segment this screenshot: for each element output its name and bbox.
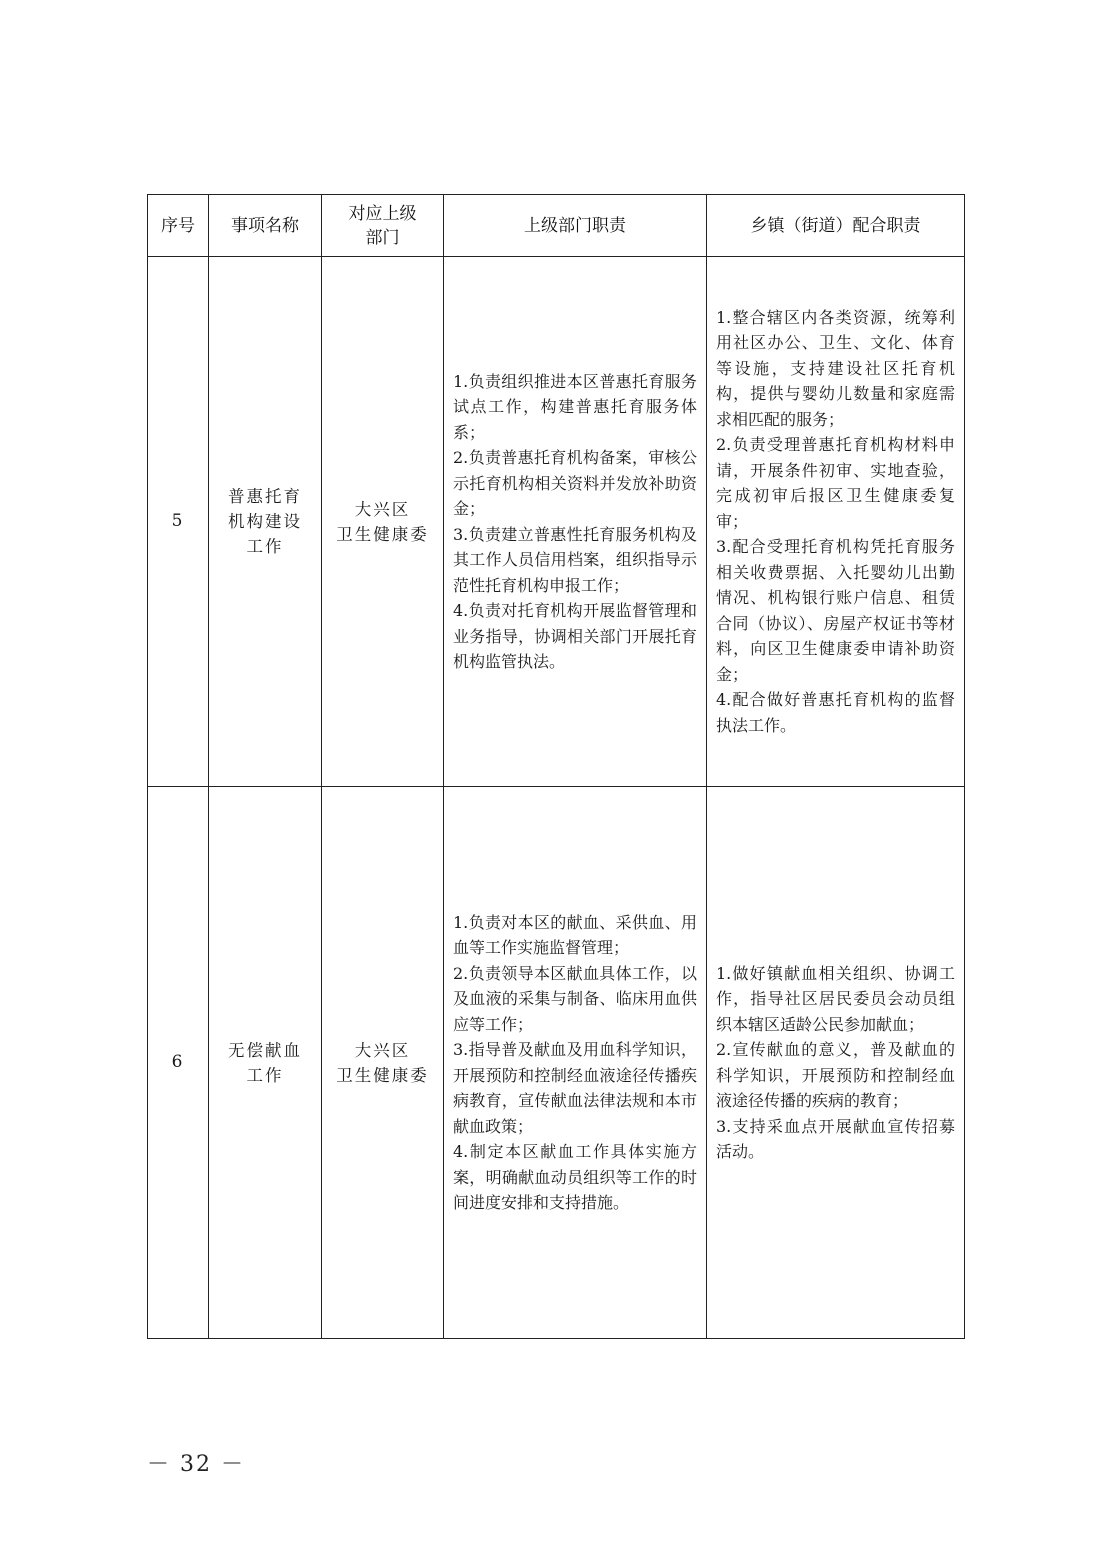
duty-item: 2.负责领导本区献血具体工作，以及血液的采集与制备、临床用血供应等工作； <box>453 963 697 1034</box>
table-row <box>148 257 965 787</box>
duty-item: 4.配合做好普惠托育机构的监督执法工作。 <box>716 690 955 735</box>
table-row <box>148 787 965 1339</box>
header-upper-dept <box>322 195 444 257</box>
header-upper-duties: 上级部门职责 <box>444 195 707 257</box>
duty-item: 1.整合辖区内各类资源，统筹利用社区办公、卫生、文化、体育等设施，支持建设社区托育机构，提供与婴幼儿数量和家庭需求相匹配的服务； <box>716 307 955 429</box>
duty-table <box>147 194 965 1339</box>
row-index: 6 <box>148 787 209 1339</box>
item-name-line: 工作 <box>246 1065 284 1085</box>
duty-item: 4.制定本区献血工作具体实施方案，明确献血动员组织等工作的时间进度安排和支持措施。 <box>453 1142 697 1212</box>
dept-line: 卫生健康委 <box>336 1065 429 1085</box>
page-number: － 32 － <box>147 1452 245 1477</box>
item-name-line: 机构建设 <box>228 512 302 531</box>
header-upper-dept-line1: 对应上级 <box>348 203 417 224</box>
item-name-line: 无偿献血 <box>228 1040 302 1060</box>
header-upper-dept-line2: 部门 <box>365 227 400 248</box>
dept-line: 卫生健康委 <box>336 524 429 544</box>
duty-item: 3.指导普及献血及用血科学知识，开展预防和控制经血液途径传播疾病教育，宣传献血法律法规和本市献血政策； <box>453 1040 697 1136</box>
duty-item: 1.做好镇献血相关组织、协调工作，指导社区居民委员会动员组织本辖区适龄公民参加献血； <box>716 963 955 1034</box>
row-index: 5 <box>148 257 209 787</box>
duty-item: 2.负责普惠托育机构备案，审核公示托育机构相关资料并发放补助资金； <box>453 448 697 518</box>
row-item-name <box>209 257 322 787</box>
table-header-row <box>148 195 965 257</box>
row-town-duties <box>707 787 965 1339</box>
duty-item: 1.负责对本区的献血、采供血、用血等工作实施监督管理； <box>453 912 697 957</box>
item-name-line: 普惠托育 <box>228 487 302 506</box>
header-town-duties: 乡镇（街道）配合职责 <box>707 195 965 257</box>
duty-item: 3.配合受理托育机构凭托育服务相关收费票据、入托婴幼儿出勤情况、机构银行账户信息、租赁合同（协议）、房屋产权证书等材料，向区卫生健康委申请补助资金； <box>716 537 955 684</box>
duty-item: 4.负责对托育机构开展监督管理和业务指导，协调相关部门开展托育机构监管执法。 <box>453 601 697 671</box>
row-upper-duties <box>444 257 707 787</box>
duty-item: 2.宣传献血的意义，普及献血的科学知识，开展预防和控制经血液途径传播的疾病的教育； <box>716 1040 955 1110</box>
dept-line: 大兴区 <box>354 1040 411 1060</box>
row-upper-duties <box>444 787 707 1339</box>
item-name-line: 工作 <box>246 537 284 556</box>
duty-item: 3.负责建立普惠性托育服务机构及其工作人员信用档案，组织指导示范性托育机构申报工作； <box>453 524 697 595</box>
header-index: 序号 <box>148 195 209 257</box>
duty-item: 1.负责组织推进本区普惠托育服务试点工作，构建普惠托育服务体系； <box>453 371 697 442</box>
dept-line: 大兴区 <box>354 499 411 519</box>
header-item-name: 事项名称 <box>209 195 322 257</box>
row-item-name <box>209 787 322 1339</box>
duty-item: 3.支持采血点开展献血宣传招募活动。 <box>716 1116 955 1161</box>
row-upper-dept <box>322 787 444 1339</box>
row-town-duties <box>707 257 965 787</box>
duty-item: 2.负责受理普惠托育机构材料申请，开展条件初审、实地查验，完成初审后报区卫生健康委复审； <box>716 435 955 531</box>
row-upper-dept <box>322 257 444 787</box>
